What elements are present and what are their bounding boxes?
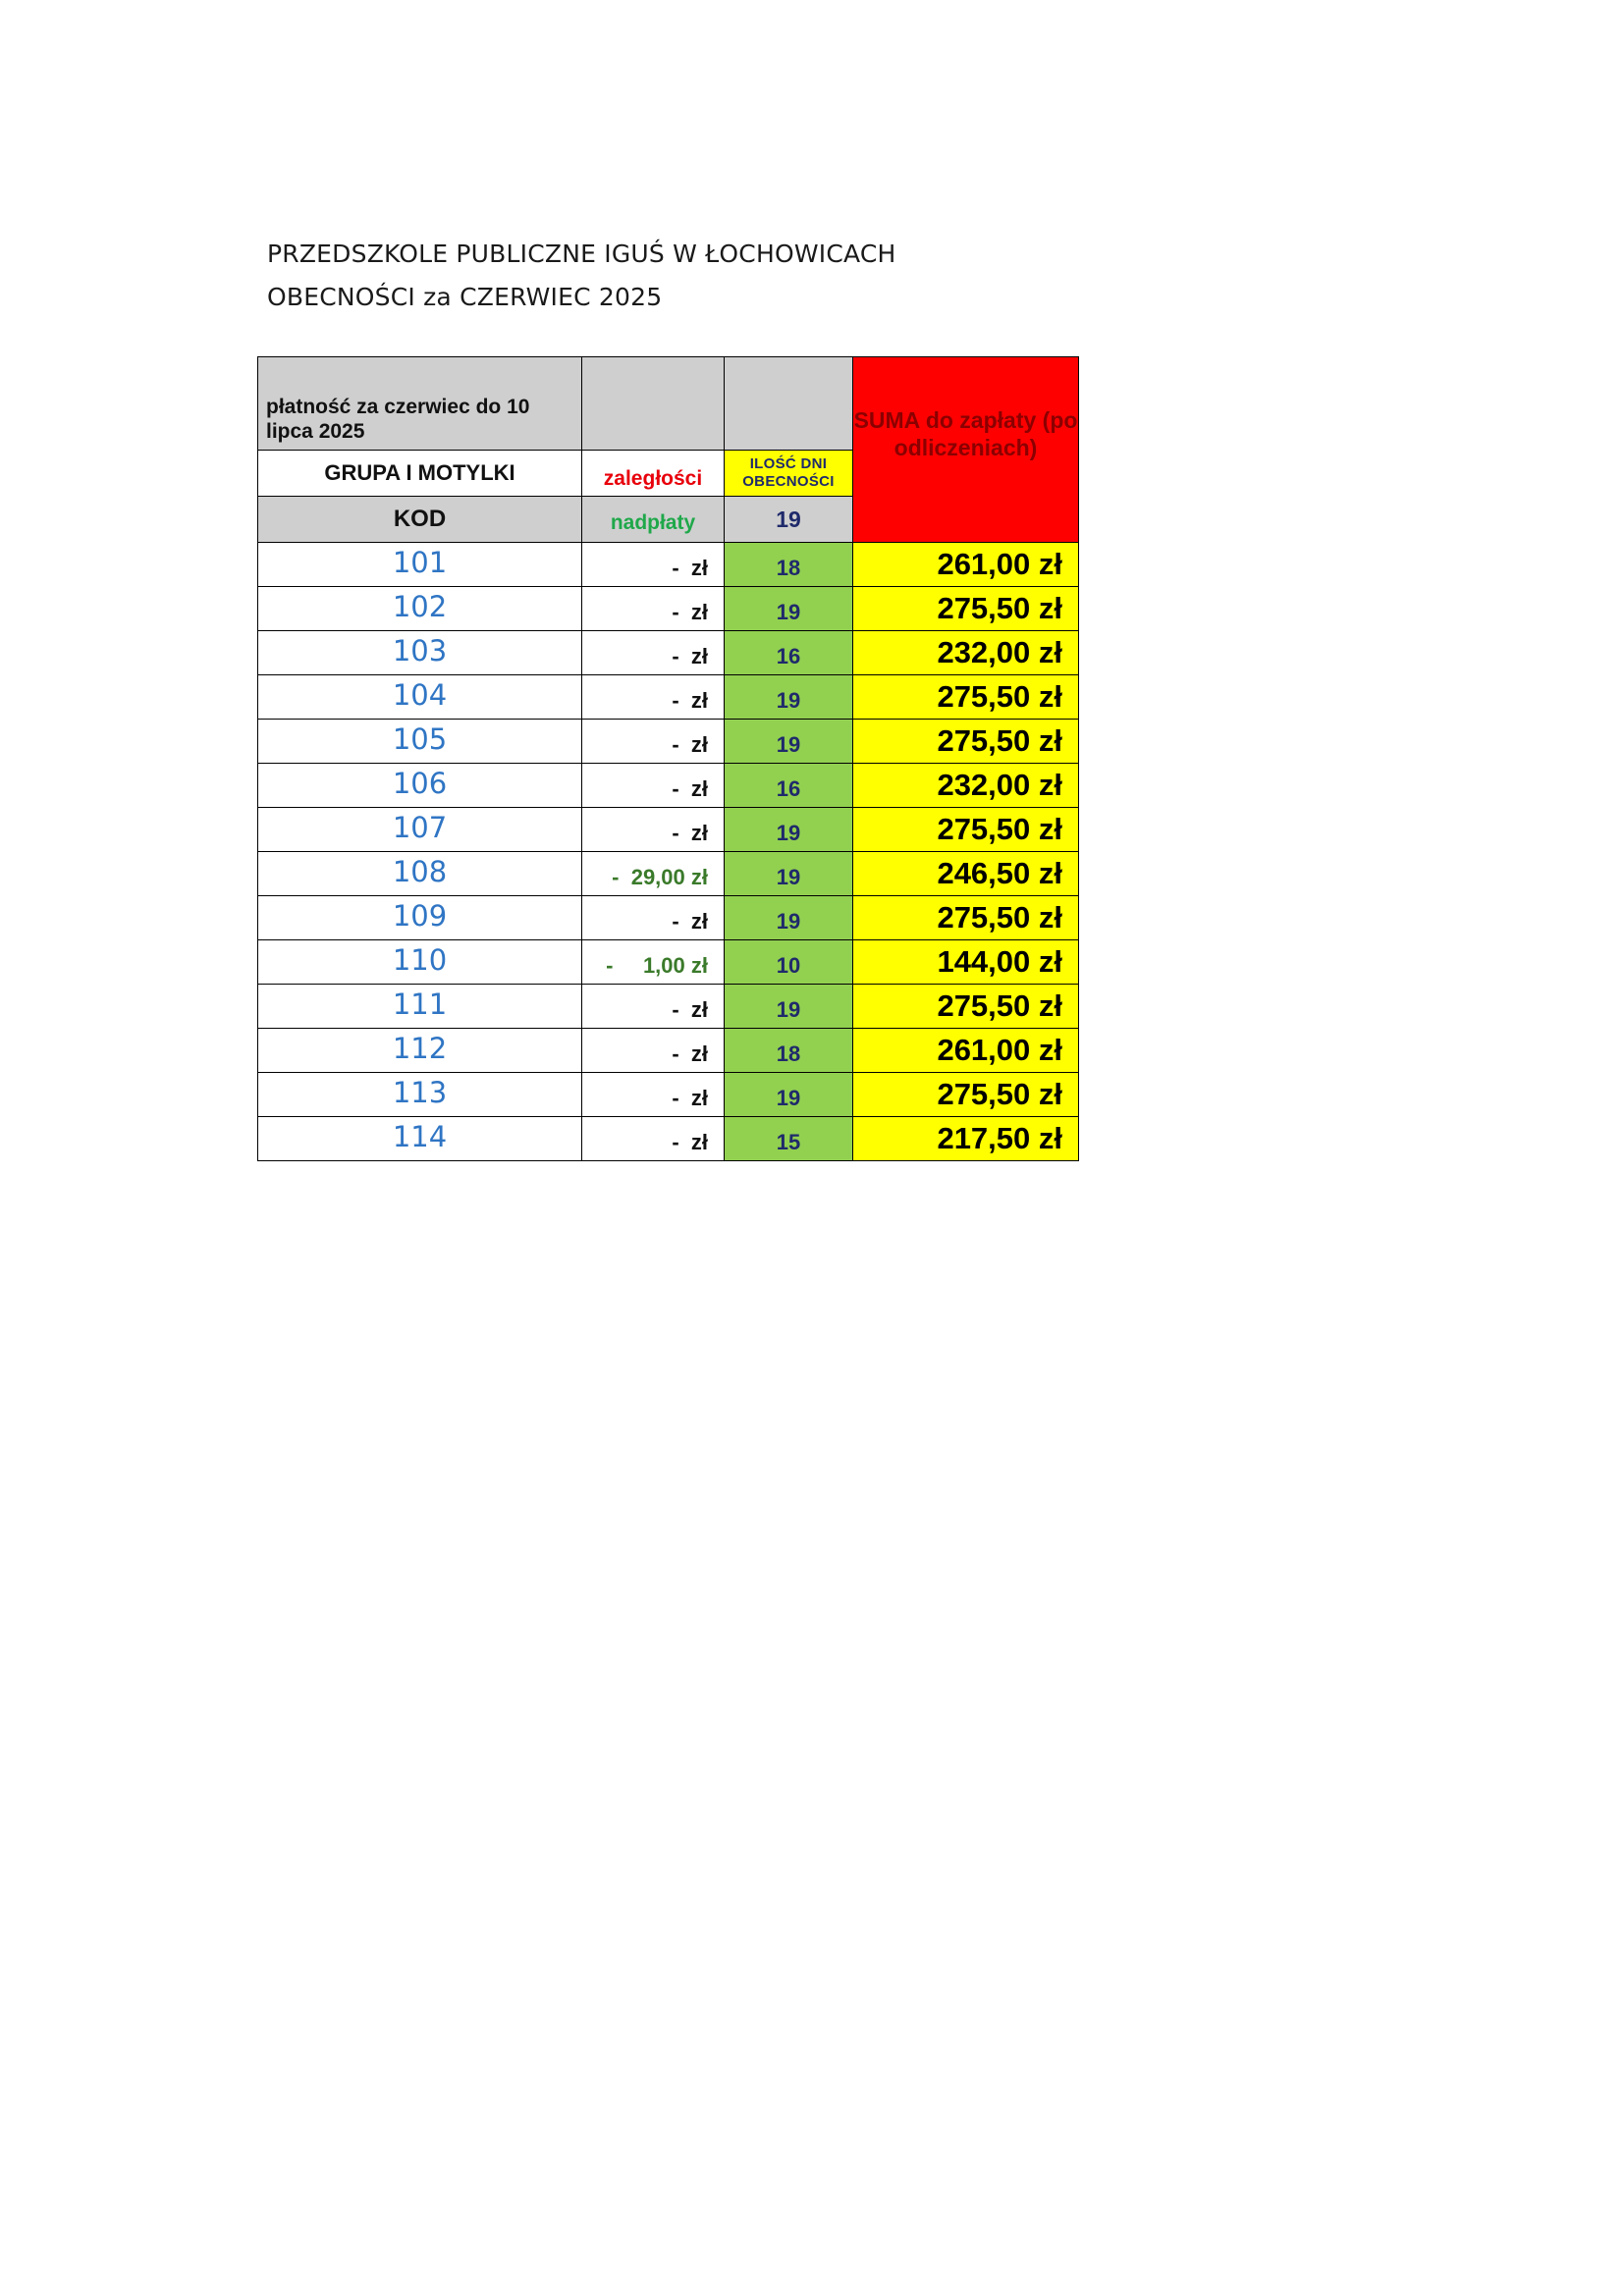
row-code: 109 <box>257 895 582 940</box>
attendance-days-total: 19 <box>724 496 853 543</box>
row-total: 217,50 zł <box>852 1116 1079 1161</box>
row-attendance-days: 19 <box>724 807 853 852</box>
row-total: 232,00 zł <box>852 630 1079 675</box>
row-code: 104 <box>257 674 582 720</box>
row-code: 105 <box>257 719 582 764</box>
code-column-header: KOD <box>257 496 582 543</box>
row-attendance-days: 19 <box>724 719 853 764</box>
row-code: 108 <box>257 851 582 896</box>
row-attendance-days: 19 <box>724 851 853 896</box>
row-total: 261,00 zł <box>852 542 1079 587</box>
row-arrears: - zł <box>581 1028 725 1073</box>
row-arrears: - zł <box>581 895 725 940</box>
school-name-title: PRZEDSZKOLE PUBLICZNE IGUŚ W ŁOCHOWICACH <box>267 240 896 268</box>
row-total: 144,00 zł <box>852 939 1079 985</box>
row-total: 275,50 zł <box>852 674 1079 720</box>
row-arrears: - zł <box>581 586 725 631</box>
row-attendance-days: 16 <box>724 630 853 675</box>
row-attendance-days: 10 <box>724 939 853 985</box>
fees-table <box>257 356 1079 1158</box>
row-attendance-days: 19 <box>724 586 853 631</box>
row-total: 275,50 zł <box>852 984 1079 1029</box>
overpayments-column-header: nadpłaty <box>581 496 725 543</box>
row-code: 112 <box>257 1028 582 1073</box>
row-code: 110 <box>257 939 582 985</box>
payment-deadline-header: płatność za czerwiec do 10 lipca 2025 <box>257 356 582 451</box>
row-attendance-days: 15 <box>724 1116 853 1161</box>
arrears-header-spacer <box>581 356 725 451</box>
row-arrears: - zł <box>581 984 725 1029</box>
row-arrears: - zł <box>581 542 725 587</box>
row-code: 113 <box>257 1072 582 1117</box>
row-code: 111 <box>257 984 582 1029</box>
row-arrears: - zł <box>581 763 725 808</box>
row-attendance-days: 19 <box>724 895 853 940</box>
group-name-header: GRUPA I MOTYLKI <box>257 450 582 497</box>
row-total: 246,50 zł <box>852 851 1079 896</box>
row-attendance-days: 19 <box>724 984 853 1029</box>
row-arrears: - zł <box>581 1072 725 1117</box>
row-arrears: - zł <box>581 674 725 720</box>
row-attendance-days: 18 <box>724 1028 853 1073</box>
row-total: 275,50 zł <box>852 895 1079 940</box>
row-arrears: - zł <box>581 630 725 675</box>
row-code: 102 <box>257 586 582 631</box>
row-arrears: - zł <box>581 807 725 852</box>
row-total: 275,50 zł <box>852 807 1079 852</box>
row-code: 101 <box>257 542 582 587</box>
row-attendance-days: 18 <box>724 542 853 587</box>
row-arrears: - 29,00 zł <box>581 851 725 896</box>
row-attendance-days: 19 <box>724 674 853 720</box>
row-total: 261,00 zł <box>852 1028 1079 1073</box>
arrears-column-header: zaległości <box>581 450 725 497</box>
row-total: 275,50 zł <box>852 586 1079 631</box>
total-to-pay-header: SUMA do zapłaty (po odliczeniach) <box>852 356 1079 543</box>
row-code: 106 <box>257 763 582 808</box>
attendance-header-spacer <box>724 356 853 451</box>
row-total: 275,50 zł <box>852 719 1079 764</box>
attendance-period-title: OBECNOŚCI za CZERWIEC 2025 <box>267 283 663 311</box>
row-attendance-days: 19 <box>724 1072 853 1117</box>
row-total: 232,00 zł <box>852 763 1079 808</box>
attendance-days-header: ILOŚĆ DNI OBECNOŚCI <box>724 450 853 497</box>
row-attendance-days: 16 <box>724 763 853 808</box>
row-arrears: - zł <box>581 1116 725 1161</box>
row-code: 103 <box>257 630 582 675</box>
row-code: 107 <box>257 807 582 852</box>
row-total: 275,50 zł <box>852 1072 1079 1117</box>
row-arrears: - zł <box>581 719 725 764</box>
row-code: 114 <box>257 1116 582 1161</box>
row-arrears: - 1,00 zł <box>581 939 725 985</box>
